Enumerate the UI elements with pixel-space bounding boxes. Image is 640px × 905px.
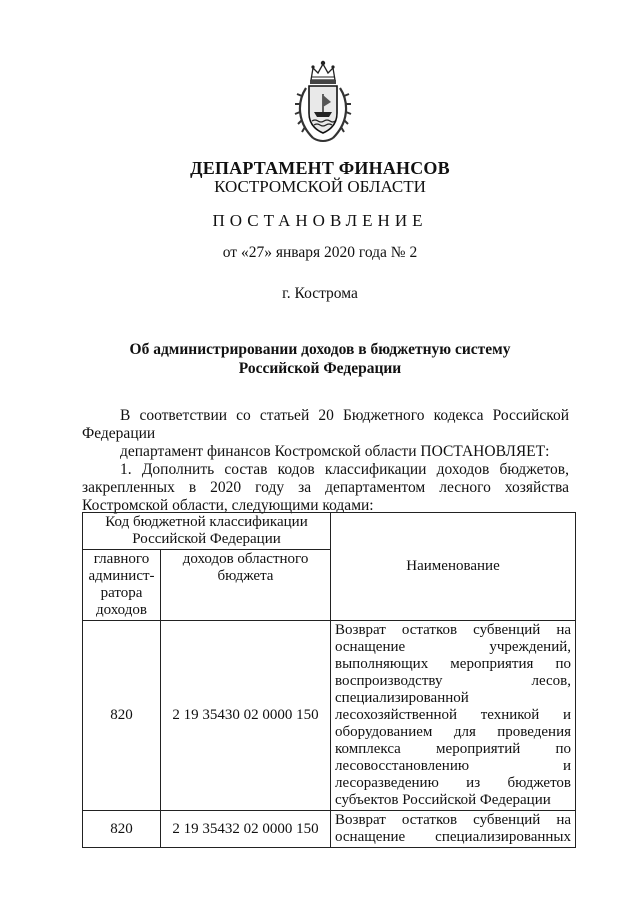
name-line: субъектов Российской Федерации [335, 792, 551, 808]
name-line: лесовосстановлению и [335, 758, 572, 774]
document-subject [0, 340, 640, 378]
admin-code-cell: 820 [83, 621, 161, 811]
header-admin-code [83, 550, 161, 621]
paragraph-2: департамент финансов Костромской области ПОСТАНОВЛЯЕТ: [120, 443, 550, 460]
budget-codes-table [82, 512, 576, 848]
name-line: оснащение учреждений, [335, 639, 572, 655]
income-code-cell: 2 19 35430 02 0000 150 [161, 621, 331, 811]
paragraph-3-line-2: закрепленных в 2020 году за департаментом лесного хозяйства [82, 479, 569, 496]
header-admin-line: ратора [100, 585, 143, 601]
name-line: оборудованием для проведения [335, 724, 572, 740]
region-title: КОСТРОМСКОЙ ОБЛАСТИ [214, 177, 426, 196]
subject-line-1: Об администрировании доходов в бюджетную систему [129, 341, 511, 358]
paragraph-3-line-1: 1. Дополнить состав кодов классификации доходов бюджетов, [120, 461, 569, 478]
name-line: лесоразведению из бюджетов [335, 775, 572, 791]
document-type: ПОСТАНОВЛЕНИЕ [212, 211, 428, 230]
name-cell [331, 811, 576, 848]
department-title: ДЕПАРТАМЕНТ ФИНАНСОВ [190, 158, 450, 178]
paragraph-3-line-3: Костромской области, следующими кодами: [82, 497, 374, 514]
header-admin-line: админист- [88, 568, 155, 584]
header-name: Наименование [331, 513, 576, 621]
document-date-number: от «27» января 2020 года № 2 [222, 244, 418, 261]
header-code-group-line-2: Российской Федерации [132, 531, 281, 547]
table-header-row [83, 513, 576, 550]
header-income-line: доходов областного [182, 551, 309, 567]
name-cell [331, 621, 576, 811]
admin-code-cell: 820 [83, 811, 161, 848]
name-line: оснащение специализированных [335, 829, 572, 845]
table-row [83, 621, 576, 811]
paragraph-1-line-1: В соответствии со статьей 20 Бюджетного кодекса Российской [120, 407, 569, 424]
document-city: г. Кострома [282, 285, 358, 302]
name-line: Возврат остатков субвенций на [335, 622, 572, 638]
coat-of-arms-icon [293, 58, 353, 144]
header-admin-line: главного [93, 551, 150, 567]
paragraph-1-line-2: Федерации [82, 425, 156, 442]
name-line: специализированной [335, 690, 469, 706]
header-income-line: бюджета [217, 568, 274, 584]
name-line: выполняющих мероприятия по [335, 656, 572, 672]
header-income-code [161, 550, 331, 621]
name-line: комплекса мероприятий по [335, 741, 572, 757]
header-code-group-line-1: Код бюджетной классификации [105, 514, 308, 530]
header-code-group [83, 513, 331, 550]
header-admin-line: доходов [96, 602, 147, 618]
income-code-cell: 2 19 35432 02 0000 150 [161, 811, 331, 848]
name-line: лесохозяйственной техникой и [335, 707, 572, 723]
name-line: воспроизводству лесов, [335, 673, 572, 689]
name-line: Возврат остатков субвенций на [335, 812, 572, 828]
table-row [83, 811, 576, 848]
subject-line-2: Российской Федерации [238, 360, 402, 377]
